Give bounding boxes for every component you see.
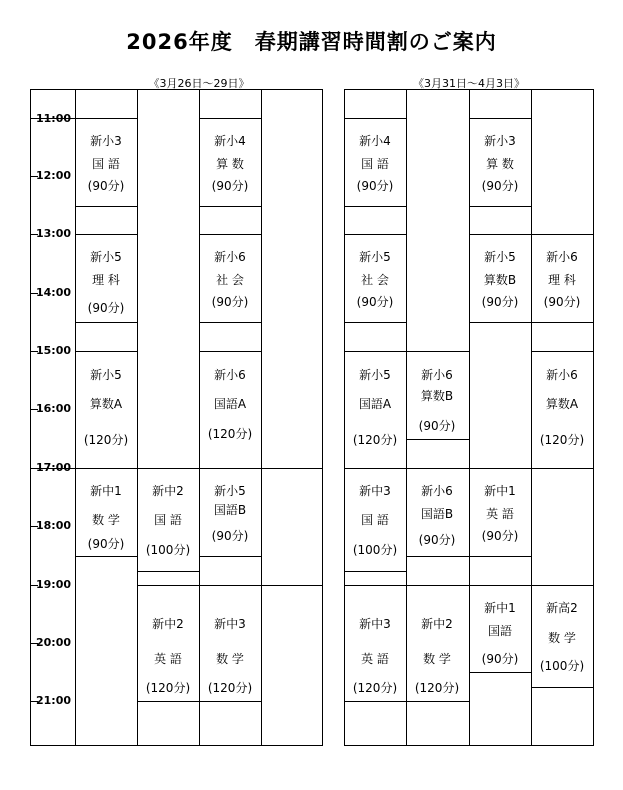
right-row-line: [469, 468, 531, 469]
right-row-line: [531, 234, 594, 235]
right-row-line: [531, 351, 594, 352]
class-duration: (120分): [414, 681, 460, 695]
class-grade: 新小4: [214, 134, 246, 148]
class-grade: 新小6: [546, 368, 578, 382]
class-duration: (120分): [352, 433, 398, 447]
time-tick: [30, 585, 38, 586]
left-row-line: [261, 468, 323, 469]
time-label: 21:00: [36, 694, 72, 707]
right-row-line: [469, 585, 531, 586]
left-row-line: [75, 556, 137, 557]
right-row-line: [344, 322, 406, 323]
time-label: 11:00: [36, 112, 72, 125]
class-duration: (90分): [87, 301, 125, 315]
class-subject: 社 会: [361, 273, 389, 287]
class-subject: 国 語: [361, 157, 389, 171]
class-duration: (100分): [539, 659, 585, 673]
right-row-line: [469, 206, 531, 207]
class-duration: (120分): [352, 681, 398, 695]
class-subject: 算 数: [216, 157, 244, 171]
right-row-line: [344, 701, 406, 702]
class-duration: (120分): [539, 433, 585, 447]
class-duration: (90分): [211, 295, 249, 309]
class-duration: (100分): [352, 543, 398, 557]
right-row-line: [531, 322, 594, 323]
time-tick: [30, 293, 38, 294]
time-label: 14:00: [36, 286, 72, 299]
left-row-line: [199, 322, 261, 323]
time-label: 12:00: [36, 169, 72, 182]
class-subject: 算数B: [483, 273, 517, 287]
time-tick: [30, 234, 38, 235]
right-row-line: [344, 585, 406, 586]
left-row-line: [199, 118, 261, 119]
left-row-line: [137, 468, 199, 469]
time-label: 20:00: [36, 636, 72, 649]
class-duration: (90分): [481, 652, 519, 666]
class-subject: 英 語: [361, 652, 389, 666]
class-subject: 国語A: [358, 397, 392, 411]
left-row-line: [75, 322, 137, 323]
class-subject: 国語B: [420, 507, 454, 521]
right-column-line: [531, 89, 532, 745]
right-row-line: [469, 556, 531, 557]
left-row-line: [199, 585, 261, 586]
right-column-line: [406, 89, 407, 745]
class-grade: 新中2: [152, 617, 184, 631]
time-label: 13:00: [36, 227, 72, 240]
class-subject: 国 語: [154, 513, 182, 527]
class-duration: (90分): [481, 529, 519, 543]
class-duration: (90分): [87, 179, 125, 193]
right-row-line: [531, 687, 594, 688]
class-subject: 算数A: [545, 397, 579, 411]
class-duration: (90分): [356, 295, 394, 309]
class-grade: 新中1: [484, 601, 516, 615]
class-grade: 新小6: [421, 368, 453, 382]
left-row-line: [75, 351, 137, 352]
class-subject: 国 語: [92, 157, 120, 171]
left-column-line: [261, 89, 262, 745]
left-row-line: [199, 206, 261, 207]
class-grade: 新中3: [359, 617, 391, 631]
time-label: 19:00: [36, 578, 72, 591]
left-row-line: [199, 351, 261, 352]
left-row-line: [199, 701, 261, 702]
class-grade: 新小5: [359, 368, 391, 382]
class-subject: 算数A: [89, 397, 123, 411]
right-row-line: [344, 206, 406, 207]
class-subject: 算 数: [486, 157, 514, 171]
right-row-line: [406, 351, 469, 352]
class-grade: 新中2: [152, 484, 184, 498]
right-row-line: [406, 556, 469, 557]
time-tick: [30, 176, 38, 177]
class-subject: 数 学: [92, 513, 120, 527]
class-duration: (90分): [87, 537, 125, 551]
class-duration: (90分): [543, 295, 581, 309]
left-row-line: [199, 468, 261, 469]
class-grade: 新高2: [546, 601, 578, 615]
class-duration: (90分): [481, 179, 519, 193]
class-grade: 新中1: [90, 484, 122, 498]
class-duration: (100分): [145, 543, 191, 557]
right-row-line: [469, 118, 531, 119]
class-duration: (120分): [145, 681, 191, 695]
class-grade: 新小5: [214, 484, 246, 498]
class-subject: 国語: [487, 624, 512, 638]
class-duration: (90分): [356, 179, 394, 193]
class-subject: 国 語: [361, 513, 389, 527]
left-period-label: 《3月26日～29日》: [148, 77, 250, 90]
right-row-line: [344, 234, 406, 235]
right-row-line: [344, 468, 406, 469]
class-grade: 新小3: [484, 134, 516, 148]
class-duration: (90分): [211, 529, 249, 543]
left-row-line: [199, 234, 261, 235]
class-grade: 新小6: [214, 368, 246, 382]
class-subject: 英 語: [486, 507, 514, 521]
time-tick: [30, 351, 38, 352]
left-row-line: [75, 468, 137, 469]
class-grade: 新小3: [90, 134, 122, 148]
class-subject: 理 科: [548, 273, 576, 287]
right-row-line: [406, 585, 469, 586]
right-row-line: [469, 234, 531, 235]
class-grade: 新小6: [546, 250, 578, 264]
class-grade: 新中3: [214, 617, 246, 631]
class-grade: 新小5: [90, 368, 122, 382]
class-grade: 新小5: [484, 250, 516, 264]
left-row-line: [261, 585, 323, 586]
right-row-line: [469, 322, 531, 323]
class-subject: 数 学: [548, 631, 576, 645]
left-row-line: [137, 701, 199, 702]
time-tick: [30, 643, 38, 644]
right-row-line: [406, 439, 469, 440]
right-row-line: [469, 672, 531, 673]
right-row-line: [344, 118, 406, 119]
time-label: 18:00: [36, 519, 72, 532]
class-subject: 数 学: [216, 652, 244, 666]
right-row-line: [344, 571, 406, 572]
class-subject: 国語A: [213, 397, 247, 411]
class-grade: 新中2: [421, 617, 453, 631]
class-grade: 新小6: [214, 250, 246, 264]
time-label: 17:00: [36, 461, 72, 474]
class-duration: (120分): [207, 427, 253, 441]
right-row-line: [531, 468, 594, 469]
left-row-line: [75, 206, 137, 207]
left-row-line: [137, 571, 199, 572]
class-duration: (90分): [418, 419, 456, 433]
left-row-line: [75, 118, 137, 119]
time-tick: [30, 526, 38, 527]
class-grade: 新小6: [421, 484, 453, 498]
time-tick: [30, 118, 38, 119]
class-grade: 新中1: [484, 484, 516, 498]
page-title: 2026年度 春期講習時間割のご案内: [126, 30, 497, 54]
right-row-line: [531, 585, 594, 586]
class-grade: 新小4: [359, 134, 391, 148]
class-subject: 英 語: [154, 652, 182, 666]
time-tick: [30, 409, 38, 410]
class-grade: 新中3: [359, 484, 391, 498]
time-tick: [30, 468, 38, 469]
class-duration: (120分): [207, 681, 253, 695]
class-subject: 数 学: [423, 652, 451, 666]
class-subject: 算数B: [420, 389, 454, 403]
class-duration: (90分): [211, 179, 249, 193]
right-row-line: [344, 351, 406, 352]
class-subject: 社 会: [216, 273, 244, 287]
class-grade: 新小5: [359, 250, 391, 264]
class-subject: 理 科: [92, 273, 120, 287]
right-row-line: [406, 468, 469, 469]
time-label: 16:00: [36, 402, 72, 415]
right-row-line: [406, 701, 469, 702]
left-row-line: [75, 234, 137, 235]
class-duration: (120分): [83, 433, 129, 447]
left-column-line: [137, 89, 138, 745]
class-duration: (90分): [418, 533, 456, 547]
time-label: 15:00: [36, 344, 72, 357]
left-row-line: [199, 556, 261, 557]
class-duration: (90分): [481, 295, 519, 309]
time-tick: [30, 701, 38, 702]
right-period-label: 《3月31日～4月3日》: [413, 77, 525, 90]
class-subject: 国語B: [213, 503, 247, 517]
class-grade: 新小5: [90, 250, 122, 264]
left-row-line: [137, 585, 199, 586]
